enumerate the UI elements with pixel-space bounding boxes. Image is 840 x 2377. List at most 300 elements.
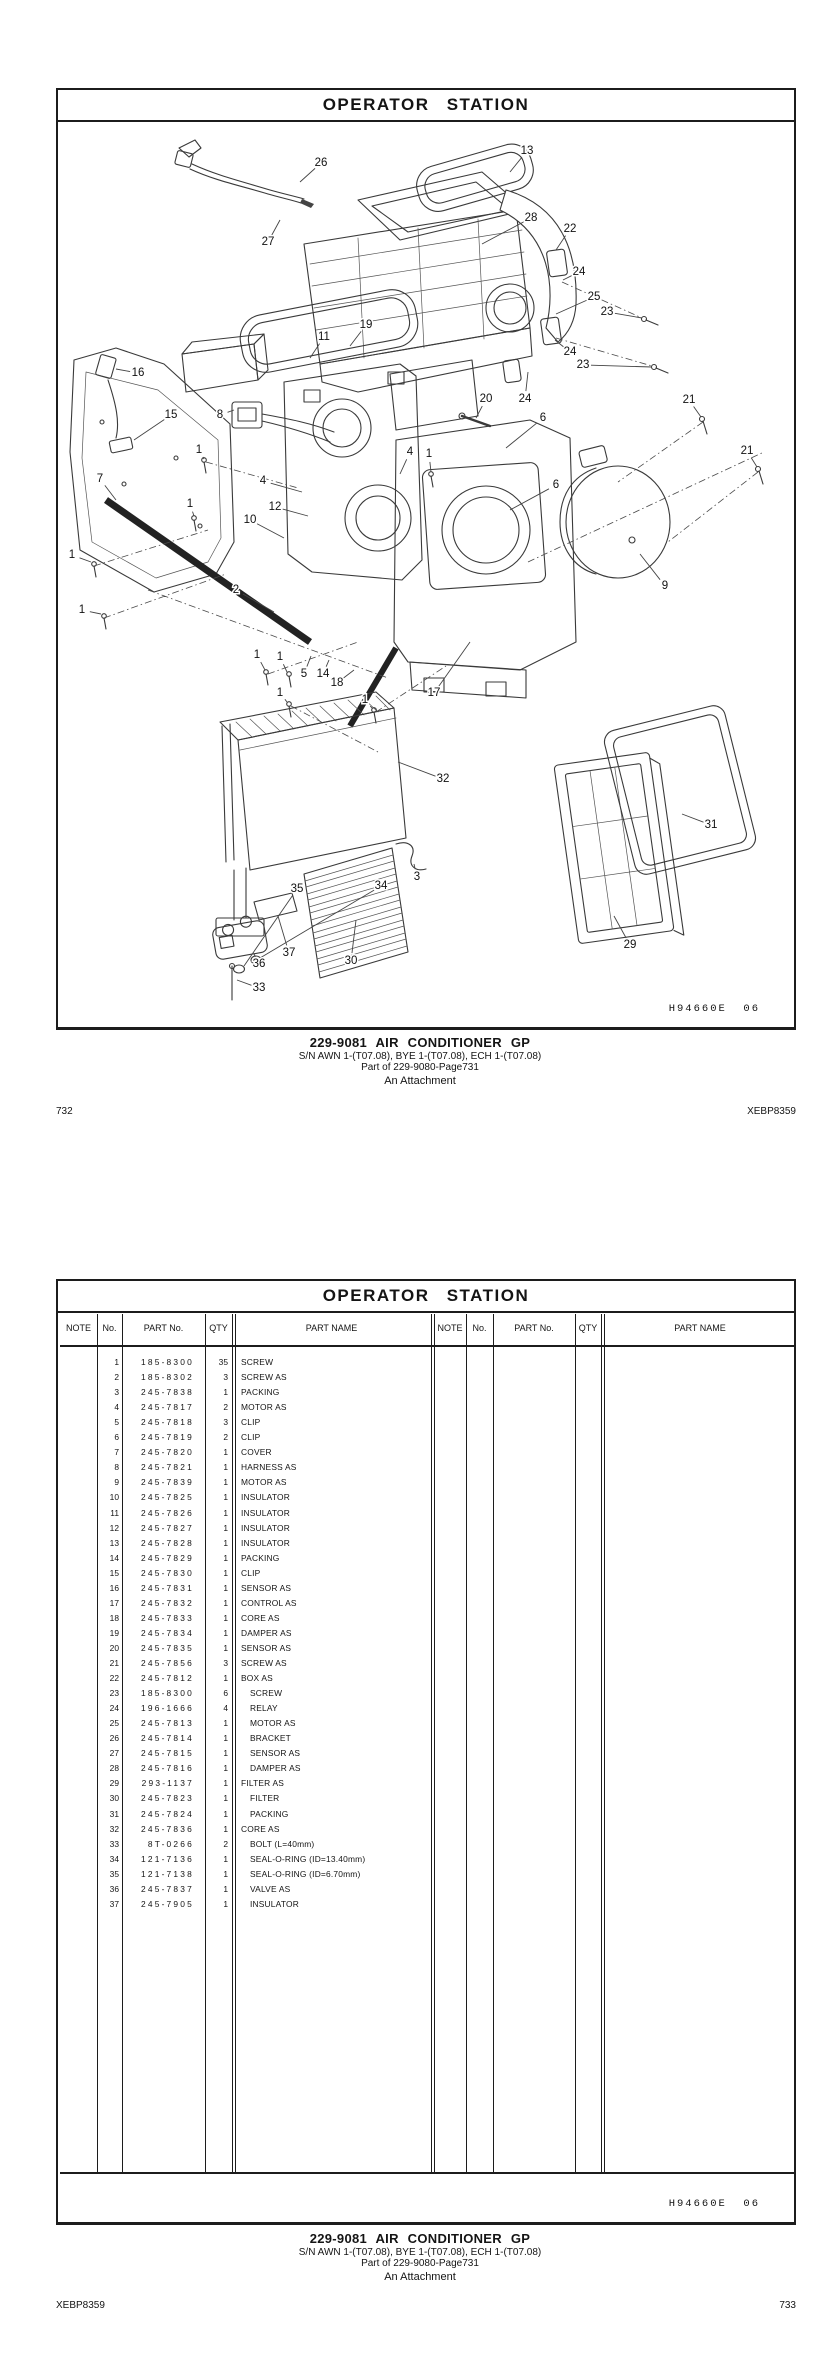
pad-37-shape [254,893,297,920]
row-qty: 1 [223,1522,228,1533]
row-part-name: BRACKET [250,1733,291,1744]
caption-attachment-note: An Attachment [384,1074,456,1087]
table-row [60,1671,796,1686]
row-part-number: 245-7828 [141,1537,194,1548]
frame-29-shape [554,751,684,950]
row-qty: 35 [218,1357,228,1367]
row-part-number: 121-7138 [141,1868,194,1879]
table-row [60,1400,796,1415]
callout-leader [260,890,374,958]
page-number-732: 732 [56,1106,73,1117]
page1-title: OPERATOR STATION [58,90,794,122]
callout-number: 23 [576,359,590,372]
table-row [60,1776,796,1791]
callout-number: 1 [425,448,433,461]
callout-leader [510,157,522,172]
row-part-number: 196-1666 [141,1703,194,1714]
table-header-cell: PART NAME [674,1323,726,1333]
callout-leader [237,980,251,985]
callout-number: 22 [563,223,577,236]
row-part-name: INSULATOR [241,1507,290,1518]
row-no: 15 [109,1567,119,1578]
table-header-cell: PART No. [143,1323,184,1333]
row-part-name: RELAY [250,1703,278,1714]
row-part-name: BOX AS [241,1673,273,1684]
pipe-3-shape [396,843,426,870]
table-row [60,1867,796,1882]
row-no: 21 [109,1658,119,1668]
row-qty: 1 [223,1537,228,1548]
row-qty: 1 [223,1507,228,1518]
row-no: 14 [109,1552,119,1563]
callout-number: 19 [359,319,373,332]
table-header-cell: QTY [578,1323,598,1333]
callout-leader [510,489,549,510]
caption-title: 229-9081 AIR CONDITIONER GP [309,1035,531,1050]
callout-number: 16 [131,367,145,380]
duct-box-shape [182,334,268,392]
row-part-number: 245-7819 [141,1432,194,1443]
row-no: 34 [109,1853,119,1864]
table-row [60,1656,796,1671]
table-row [60,1415,796,1430]
callout-number: 27 [261,236,275,249]
cable-26-shape [175,140,314,208]
callout-number: 6 [552,479,560,492]
callout-number: 14 [316,668,330,681]
strip-shape-2 [350,648,396,726]
callout-number: 21 [740,445,754,458]
callout-number: 25 [587,291,601,304]
callout-number: 24 [518,393,532,406]
row-part-number: 185-8300 [141,1688,194,1699]
sensor-16-shape [95,354,133,453]
row-qty: 6 [223,1688,228,1699]
row-part-number: 245-7823 [141,1793,194,1804]
row-qty: 1 [223,1808,228,1819]
table-row [60,1536,796,1551]
row-no: 13 [109,1537,119,1548]
callout-leader [134,419,164,440]
table-row [60,1761,796,1776]
callout-leader [261,662,265,670]
table-row [60,1641,796,1656]
row-qty: 1 [223,1853,228,1864]
caption-part-of-2: Part of 229-9080-Page731 [361,2258,479,2270]
row-part-name: INSULATOR [241,1537,290,1548]
callout-number: 24 [572,266,586,279]
row-no: 18 [109,1612,119,1623]
row-no: 1 [114,1357,119,1367]
row-no: 12 [109,1522,119,1533]
row-part-name: INSULATOR [241,1492,290,1503]
caption-serial-numbers: S/N AWN 1-(T07.08), BYE 1-(T07.08), ECH 1-(T07.08) [298,1050,542,1062]
row-part-name: MOTOR AS [241,1477,287,1488]
row-no: 23 [109,1688,119,1699]
row-part-number: 245-7816 [141,1763,194,1774]
row-no: 20 [109,1642,119,1653]
row-qty: 1 [223,1748,228,1759]
row-part-number: 245-7836 [141,1823,194,1834]
row-no: 4 [114,1402,119,1413]
table-row [60,1626,796,1641]
callout-number: 29 [623,939,637,952]
row-qty: 1 [223,1733,228,1744]
callout-leader [285,699,287,702]
row-qty: 3 [223,1658,228,1668]
row-no: 26 [109,1733,119,1744]
row-part-number: 245-7830 [141,1567,194,1578]
page1-frame [56,88,796,1030]
table-row [60,1385,796,1400]
page1-caption [0,1036,840,1088]
table-row [60,1596,796,1611]
callout-number: 1 [276,687,284,700]
row-part-number: 245-7820 [141,1447,194,1458]
row-qty: 1 [223,1793,228,1804]
callout-number: 1 [195,444,203,457]
row-no: 31 [109,1808,119,1819]
table-header-cell: NOTE [65,1323,92,1333]
row-qty: 1 [223,1492,228,1503]
row-part-name: DAMPER AS [250,1763,301,1774]
callout-leader [640,554,660,580]
callout-leader [80,558,91,562]
row-part-name: CLIP [241,1417,261,1428]
callout-number: 8 [216,409,224,422]
table-row [60,1837,796,1852]
row-qty: 1 [223,1868,228,1879]
callout-leader [526,372,528,391]
row-no: 10 [109,1492,119,1503]
callout-leader [506,423,537,448]
table-row [60,1551,796,1566]
row-part-name: COVER [241,1447,272,1458]
caption-serial-numbers-2: S/N AWN 1-(T07.08), BYE 1-(T07.08), ECH 1-(T07.08) [298,2246,542,2258]
callout-leader [682,814,704,822]
row-no: 5 [114,1417,119,1428]
row-part-number: 245-7831 [141,1582,194,1593]
row-no: 19 [109,1627,119,1638]
row-no: 25 [109,1718,119,1729]
row-no: 27 [109,1748,119,1759]
row-no: 7 [114,1447,119,1458]
parts-table [60,1283,792,2219]
callout-number: 7 [96,473,104,486]
row-qty: 1 [223,1718,228,1729]
row-part-number: 245-7821 [141,1462,194,1473]
page-number-733: 733 [779,2300,796,2311]
row-no: 8 [114,1462,119,1473]
row-no: 16 [109,1582,119,1593]
row-part-name: CONTROL AS [241,1597,297,1608]
row-no: 29 [109,1778,119,1789]
harness-8-shape [232,402,334,442]
table-header-cell: No. [102,1323,117,1333]
row-part-name: CLIP [241,1567,261,1578]
callout-number: 34 [374,880,388,893]
row-no: 2 [114,1372,119,1383]
callout-leader [414,864,415,869]
table-row [60,1822,796,1837]
row-no: 17 [109,1597,119,1608]
exploded-diagram [58,122,794,1023]
row-part-number: 245-7834 [141,1627,194,1638]
table-row [60,1460,796,1475]
row-part-number: 245-7839 [141,1477,194,1488]
callout-leader [694,407,701,417]
row-no: 22 [109,1673,119,1684]
row-part-name: PACKING [241,1387,280,1398]
callout-number: 12 [268,501,282,514]
callout-leader [751,458,757,467]
callout-number: 15 [164,409,178,422]
row-part-number: 245-7813 [141,1718,194,1729]
row-part-name: PACKING [250,1808,289,1819]
caption-title-2: 229-9081 AIR CONDITIONER GP [309,2231,531,2246]
row-part-number: 245-7814 [141,1733,194,1744]
callout-number: 24 [563,346,577,359]
callout-number: 2 [232,584,240,597]
table-row [60,1716,796,1731]
row-qty: 1 [223,1673,228,1684]
row-qty: 1 [223,1778,228,1789]
row-part-number: 185-8302 [141,1372,194,1383]
row-part-number: 245-7837 [141,1883,194,1894]
strip-shape [106,500,310,642]
row-part-name: SCREW [241,1357,274,1367]
callout-number: 9 [661,580,669,593]
row-qty: 1 [223,1898,228,1909]
row-part-number: 245-7905 [141,1898,194,1909]
callout-leader [300,168,315,182]
callout-leader [116,369,130,372]
row-qty: 2 [223,1402,228,1413]
table-row [60,1355,796,1370]
row-part-name: SEAL-O-RING (ID=6.70mm) [250,1868,361,1879]
table-row [60,1475,796,1490]
row-part-name: BOLT (L=40mm) [250,1838,315,1849]
doc-code-page2: XEBP8359 [56,2300,105,2311]
callout-number: 36 [252,958,266,971]
callout-leader [272,220,280,235]
table-header-cell: PART No. [514,1323,554,1333]
callout-leader [400,459,407,474]
callout-leader [615,313,642,318]
callout-number: 10 [243,514,257,527]
table-header-cell: QTY [209,1323,228,1333]
row-no: 3 [114,1387,119,1398]
callout-number: 1 [253,649,261,662]
row-no: 35 [109,1868,119,1879]
row-no: 6 [114,1432,119,1443]
table-row [60,1506,796,1521]
callout-number: 31 [704,819,718,832]
plate-code-2: H94660E 06 [668,2198,760,2210]
row-qty: 1 [223,1627,228,1638]
callout-number: 32 [436,773,450,786]
row-part-name: FILTER AS [241,1778,285,1789]
table-row [60,1746,796,1761]
table-row [60,1430,796,1445]
row-qty: 1 [223,1823,228,1834]
row-part-name: SCREW AS [241,1658,287,1668]
table-header-rule [60,1345,796,1347]
row-part-name: SENSOR AS [241,1642,292,1653]
screw-23-shapes [642,317,669,374]
row-qty: 2 [223,1838,228,1849]
row-part-name: FILTER [250,1793,280,1804]
callout-number: 4 [406,446,414,459]
row-part-number: 245-7838 [141,1387,194,1398]
row-part-number: 8T-0266 [147,1838,194,1849]
row-qty: 4 [223,1703,228,1714]
callout-leader [90,612,101,614]
row-part-number: 245-7826 [141,1507,194,1518]
row-part-number: 185-8300 [141,1357,194,1367]
row-part-name: SENSOR AS [250,1748,301,1759]
callout-number: 1 [361,694,369,707]
callout-number: 13 [520,145,534,158]
callout-leader [105,485,116,500]
row-part-number: 245-7815 [141,1748,194,1759]
row-part-number: 245-7827 [141,1522,194,1533]
table-header-cell: PART NAME [305,1323,358,1333]
table-row [60,1581,796,1596]
callout-leader [482,222,524,244]
callout-number: 37 [282,947,296,960]
table-header-cell: NOTE [437,1323,463,1333]
row-part-name: SEAL-O-RING (ID=13.40mm) [250,1853,366,1864]
table-footer-rule [60,2172,796,2174]
callout-number: 33 [252,982,266,995]
row-part-name: CLIP [241,1432,261,1443]
row-qty: 1 [223,1883,228,1894]
table-row [60,1611,796,1626]
row-qty: 1 [223,1552,228,1563]
table-row [60,1807,796,1822]
page2-frame [56,1279,796,2225]
table-row [60,1882,796,1897]
callout-number: 1 [68,549,76,562]
callout-leader [307,656,311,667]
callout-number: 6 [539,412,547,425]
row-no: 36 [109,1883,119,1894]
callout-number: 28 [524,212,538,225]
row-no: 37 [109,1898,119,1909]
caption-attachment-note-2: An Attachment [384,2270,456,2283]
row-part-name: SENSOR AS [241,1582,292,1593]
row-no: 9 [114,1477,119,1488]
plate-code: H94660E 06 [668,1003,760,1015]
table-row [60,1897,796,1912]
row-part-name: SCREW [250,1688,283,1699]
gasket-31-shape [602,703,758,877]
callout-leader [591,365,652,367]
row-part-name: VALVE AS [250,1883,291,1894]
row-part-number: 121-7136 [141,1853,194,1864]
row-qty: 1 [223,1763,228,1774]
row-part-name: HARNESS AS [241,1462,297,1473]
row-no: 11 [110,1507,119,1518]
callout-number: 4 [259,475,267,488]
callout-number: 1 [78,604,86,617]
callout-leader [257,524,284,538]
table-row [60,1490,796,1505]
row-part-name: SCREW AS [241,1372,287,1383]
row-part-number: 245-7833 [141,1612,194,1623]
callout-number: 23 [600,306,614,319]
table-row [60,1686,796,1701]
page2-caption [0,2232,840,2284]
row-no: 30 [109,1793,119,1804]
row-qty: 1 [223,1642,228,1653]
row-part-number: 245-7812 [141,1673,194,1684]
callout-leader [430,462,431,472]
row-part-number: 245-7824 [141,1808,194,1819]
row-part-name: INSULATOR [241,1522,290,1533]
callout-number: 21 [682,394,696,407]
row-qty: 1 [223,1387,228,1398]
doc-code-page1: XEBP8359 [747,1106,796,1117]
row-part-name: CORE AS [241,1612,280,1623]
row-no: 33 [109,1838,119,1849]
row-part-name: MOTOR AS [250,1718,296,1729]
table-row [60,1521,796,1536]
row-part-name: INSULATOR [250,1898,299,1909]
callout-number: 26 [314,157,328,170]
row-no: 32 [109,1823,119,1834]
callout-leader [326,660,329,667]
row-qty: 1 [223,1447,228,1458]
table-row [60,1445,796,1460]
row-qty: 3 [223,1372,228,1383]
callout-leader [278,916,287,945]
callout-leader [343,670,354,678]
row-qty: 1 [223,1462,228,1473]
row-part-number: 245-7832 [141,1597,194,1608]
callout-number: 1 [276,651,284,664]
row-qty: 3 [223,1417,228,1428]
row-qty: 1 [223,1582,228,1593]
row-qty: 1 [223,1567,228,1578]
row-part-number: 293-1137 [141,1778,194,1789]
table-row [60,1731,796,1746]
row-part-number: 245-7856 [141,1658,194,1668]
row-part-number: 245-7829 [141,1552,194,1563]
screw-21-shapes [700,417,764,485]
row-part-number: 245-7817 [141,1402,194,1413]
table-header-cell: No. [472,1323,487,1333]
callout-number: 17 [427,687,441,700]
row-qty: 1 [223,1597,228,1608]
table-row [60,1566,796,1581]
row-part-name: CORE AS [241,1823,280,1834]
callout-number: 11 [318,331,330,344]
callout-number: 3 [413,871,421,884]
callout-number: 35 [290,883,304,896]
rear-housing-shape [394,420,576,698]
callout-number: 30 [344,955,358,968]
callout-number: 5 [300,668,308,681]
row-part-number: 245-7825 [141,1492,194,1503]
motor-9-shape [560,445,670,578]
row-qty: 1 [223,1612,228,1623]
row-no: 28 [109,1763,119,1774]
caption-part-of: Part of 229-9080-Page731 [361,1062,479,1074]
callout-number: 18 [330,677,344,690]
row-part-name: MOTOR AS [241,1402,287,1413]
